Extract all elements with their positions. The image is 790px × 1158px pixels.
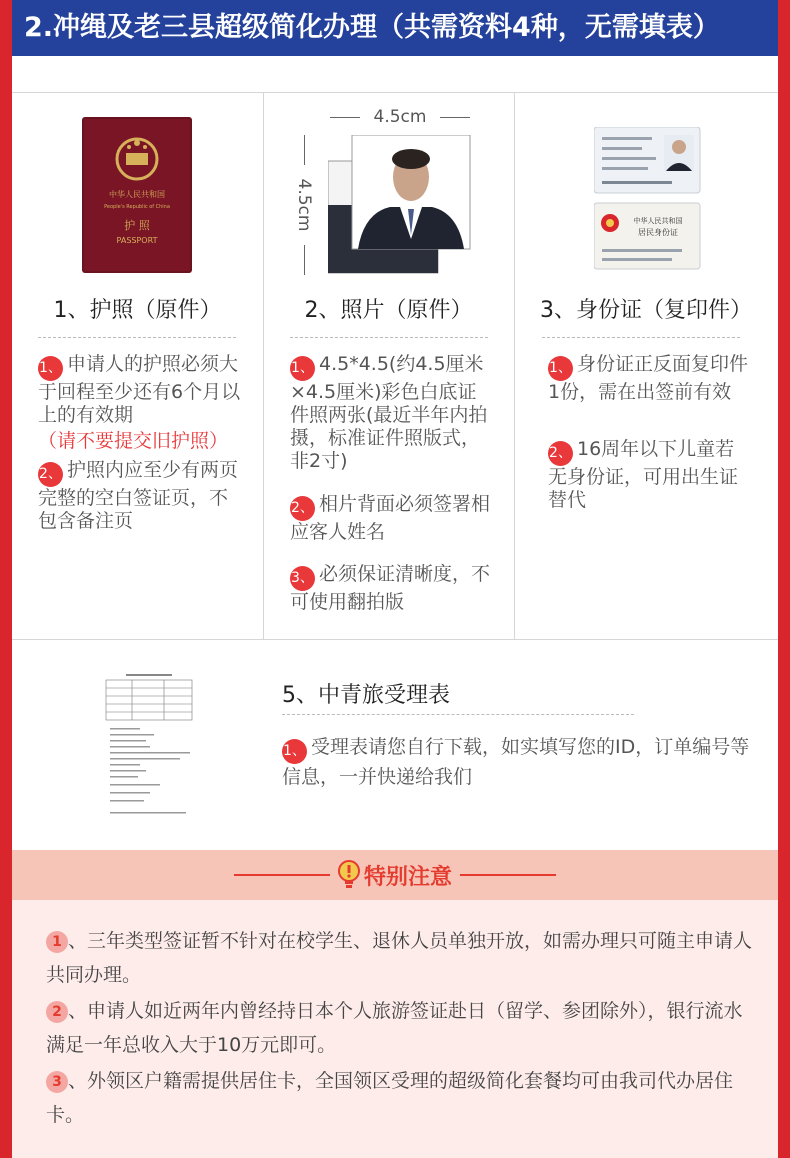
list-item: 1、 4.5*4.5(约4.5厘米×4.5厘米)彩色白底证件照两张(最近半年内拍摄，标准证件照版式，非2寸) [290,353,488,472]
list-item: 2、 16周年以下儿童若无身份证，可用出生证替代 [548,438,739,511]
list-item: 2、 相片背面必须签署相应客人姓名 [290,493,491,543]
id-back-title2: 居民身份证 [638,228,678,237]
passport-label-cn: 中华人民共和国 [109,190,165,199]
id-back-title1: 中华人民共和国 [633,217,683,225]
note-item: 1 、三年类型签证暂不针对在校学生、退休人员单独开放，如需办理只可随主申请人共同办理。 [46,930,753,986]
photo-width-label: 4.5cm [373,107,427,127]
photo-width-dimension [330,107,470,127]
list-item-warning: （请不要提交旧护照） [38,430,229,452]
application-form-image [102,672,196,820]
form-section-title: 5、中青旅受理表 [282,683,450,708]
column-divider [263,93,264,639]
list-item: 1、 受理表请您自行下载，如实填写您的ID，订单编号等信息，一并快递给我们 [282,736,750,788]
dash-divider [290,337,488,338]
note-item: 3 、外领区户籍需提供居住卡，全国领区受理的超级简化套餐均可由我司代办居住卡。 [46,1070,734,1126]
special-notice-band [12,850,778,900]
page-header [12,0,778,56]
dash-divider [542,337,740,338]
column-title-photo: 2、照片（原件） [304,298,473,323]
note-item: 2 、申请人如近两年内曾经持日本个人旅游签证赴日（留学、参团除外），银行流水满足一年总收入大于10万元即可。 [46,1000,743,1056]
dash-divider [282,714,634,715]
content-panel [12,56,778,1158]
title-rule-left [234,874,330,876]
special-title: 特别注意 [363,864,452,890]
title-rule-right [460,874,556,876]
photo-height-label: 4.5cm [294,178,314,232]
photo-image [328,135,472,275]
special-notes [12,900,778,1158]
list-item: 1、 申请人的护照必须大于回程至少还有6个月以上的有效期 [38,353,241,426]
passport-label-pp: PASSPORT [116,236,158,245]
list-item: 3、 必须保证清晰度，不可使用翻拍版 [290,563,491,613]
list-item: 1、 身份证正反面复印件1份，需在出签前有效 [548,353,749,403]
dash-divider [38,337,236,338]
photo-height-dimension [292,135,316,275]
list-item: 2、 护照内应至少有两页完整的空白签证页，不包含备注页 [38,459,239,532]
passport-image [82,117,192,273]
document-columns [12,92,778,640]
header-title: 2.冲绳及老三县超级简化办理（共需资料4种，无需填表） [24,12,720,43]
id-card-image [594,127,702,271]
passport-label-hz: 护 照 [124,219,150,232]
lightbulb-icon [338,860,360,890]
passport-label-en: People's Republic of China [104,204,170,210]
column-divider [514,93,515,639]
column-title-passport: 1、护照（原件） [53,298,222,323]
column-title-id-card: 3、身份证（复印件） [540,298,752,323]
